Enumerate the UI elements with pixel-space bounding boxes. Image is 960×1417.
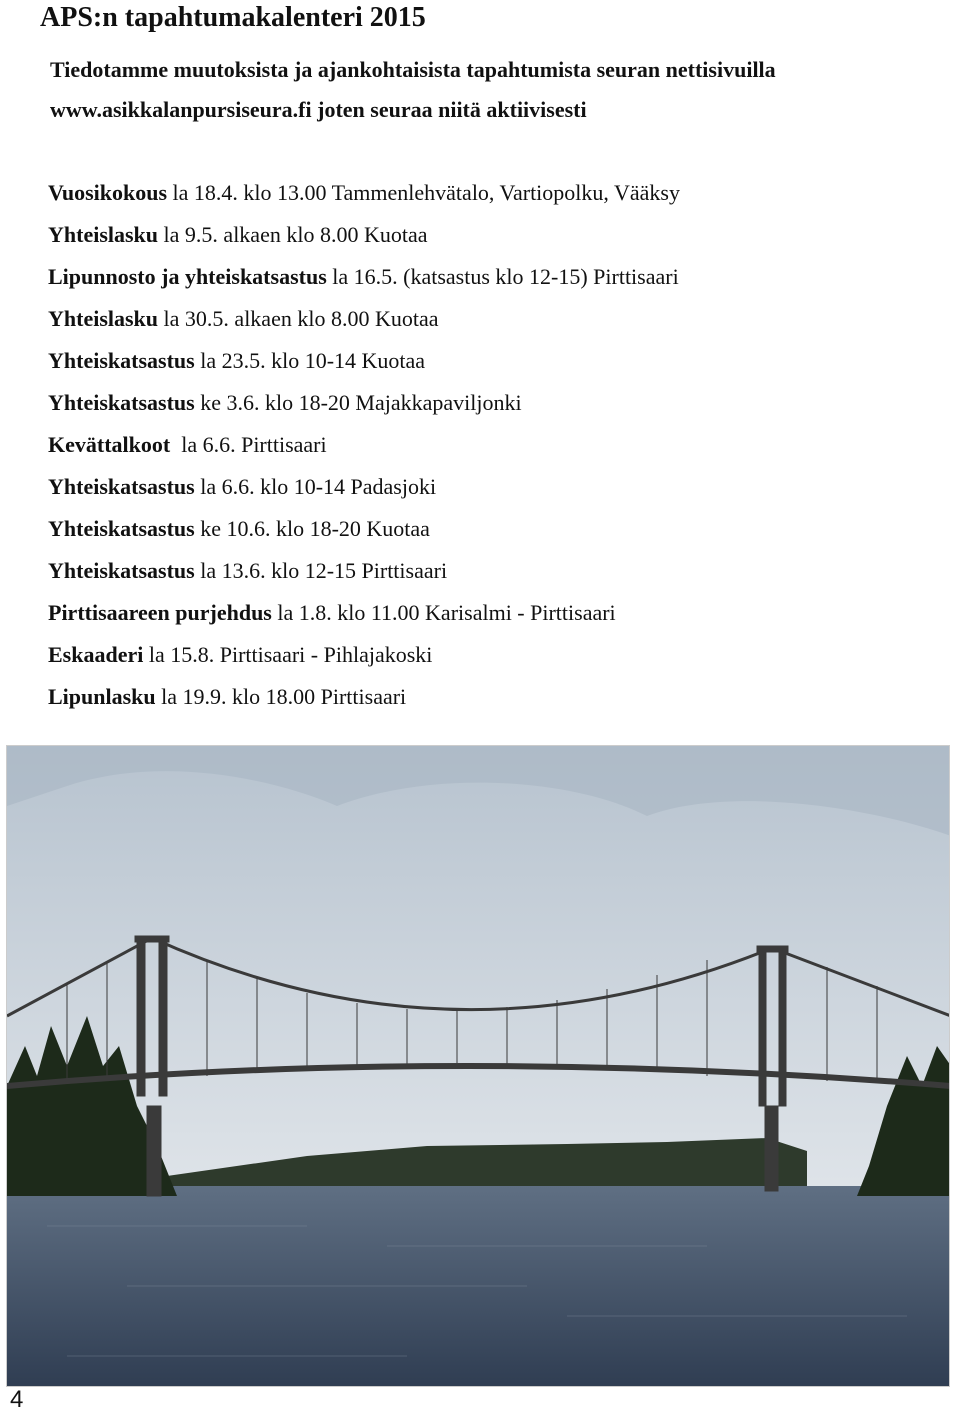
- event-name: Yhteiskatsastus: [48, 474, 195, 499]
- page-title: APS:n tapahtumakalenteri 2015: [40, 2, 426, 33]
- event-name: Lipunlasku: [48, 684, 156, 709]
- right-tower-leg: [779, 946, 786, 1106]
- event-details: la 18.4. klo 13.00 Tammenlehvätalo, Vartiopolku, Vääksy: [167, 180, 680, 205]
- event-details: la 1.8. klo 11.00 Karisalmi - Pirttisaari: [271, 600, 616, 625]
- page-number: 4: [10, 1386, 24, 1413]
- event-name: Yhteiskatsastus: [48, 516, 195, 541]
- event-item: [48, 550, 938, 592]
- event-item: [48, 298, 938, 340]
- event-name: Yhteiskatsastus: [48, 348, 195, 373]
- event-item: [48, 466, 938, 508]
- event-name: Eskaaderi: [48, 642, 144, 667]
- event-details: la 6.6. klo 10-14 Padasjoki: [194, 474, 437, 499]
- event-item: [48, 676, 938, 718]
- event-details: la 15.8. Pirttisaari - Pihlajakoski: [143, 642, 433, 667]
- event-name: Kevättalkoot: [48, 432, 171, 457]
- event-item: [48, 340, 938, 382]
- event-name: Lipunnosto ja yhteiskatsastus: [48, 264, 327, 289]
- event-name: Vuosikokous: [48, 180, 168, 205]
- right-pier: [765, 1106, 778, 1191]
- event-name: Yhteislasku: [48, 306, 159, 331]
- event-details: la 9.5. alkaen klo 8.00 Kuotaa: [158, 222, 428, 247]
- event-name: Yhteiskatsastus: [48, 558, 195, 583]
- event-details: la 13.6. klo 12-15 Pirttisaari: [194, 558, 448, 583]
- event-item: [48, 508, 938, 550]
- right-tower-leg: [759, 946, 766, 1106]
- event-details: la 23.5. klo 10-14 Kuotaa: [194, 348, 426, 373]
- intro-line-1: Tiedotamme muutoksista ja ajankohtaisista tapahtumista seuran nettisivuilla: [50, 57, 776, 82]
- event-details: ke 10.6. klo 18-20 Kuotaa: [194, 516, 430, 541]
- left-pier: [147, 1106, 161, 1196]
- event-details: la 16.5. (katsastus klo 12-15) Pirttisaari: [326, 264, 679, 289]
- event-item: [48, 172, 938, 214]
- event-details: la 6.6. Pirttisaari: [170, 432, 327, 457]
- event-details: la 30.5. alkaen klo 8.00 Kuotaa: [158, 306, 439, 331]
- event-details: ke 3.6. klo 18-20 Majakkapaviljonki: [194, 390, 522, 415]
- intro-text: [50, 50, 930, 130]
- event-list: [48, 172, 938, 718]
- intro-line-2: www.asikkalanpursiseura.fi joten seuraa niitä aktiivisesti: [50, 97, 587, 122]
- event-name: Yhteislasku: [48, 222, 159, 247]
- event-item: [48, 256, 938, 298]
- event-item: [48, 382, 938, 424]
- event-item: [48, 424, 938, 466]
- event-item: [48, 592, 938, 634]
- left-tower-leg: [137, 936, 145, 1096]
- event-name: Yhteiskatsastus: [48, 390, 195, 415]
- bridge-photo: [6, 745, 950, 1387]
- event-details: la 19.9. klo 18.00 Pirttisaari: [155, 684, 407, 709]
- event-item: [48, 214, 938, 256]
- event-name: Pirttisaareen purjehdus: [48, 600, 272, 625]
- suspension-bridge-illustration: [7, 746, 950, 1387]
- event-item: [48, 634, 938, 676]
